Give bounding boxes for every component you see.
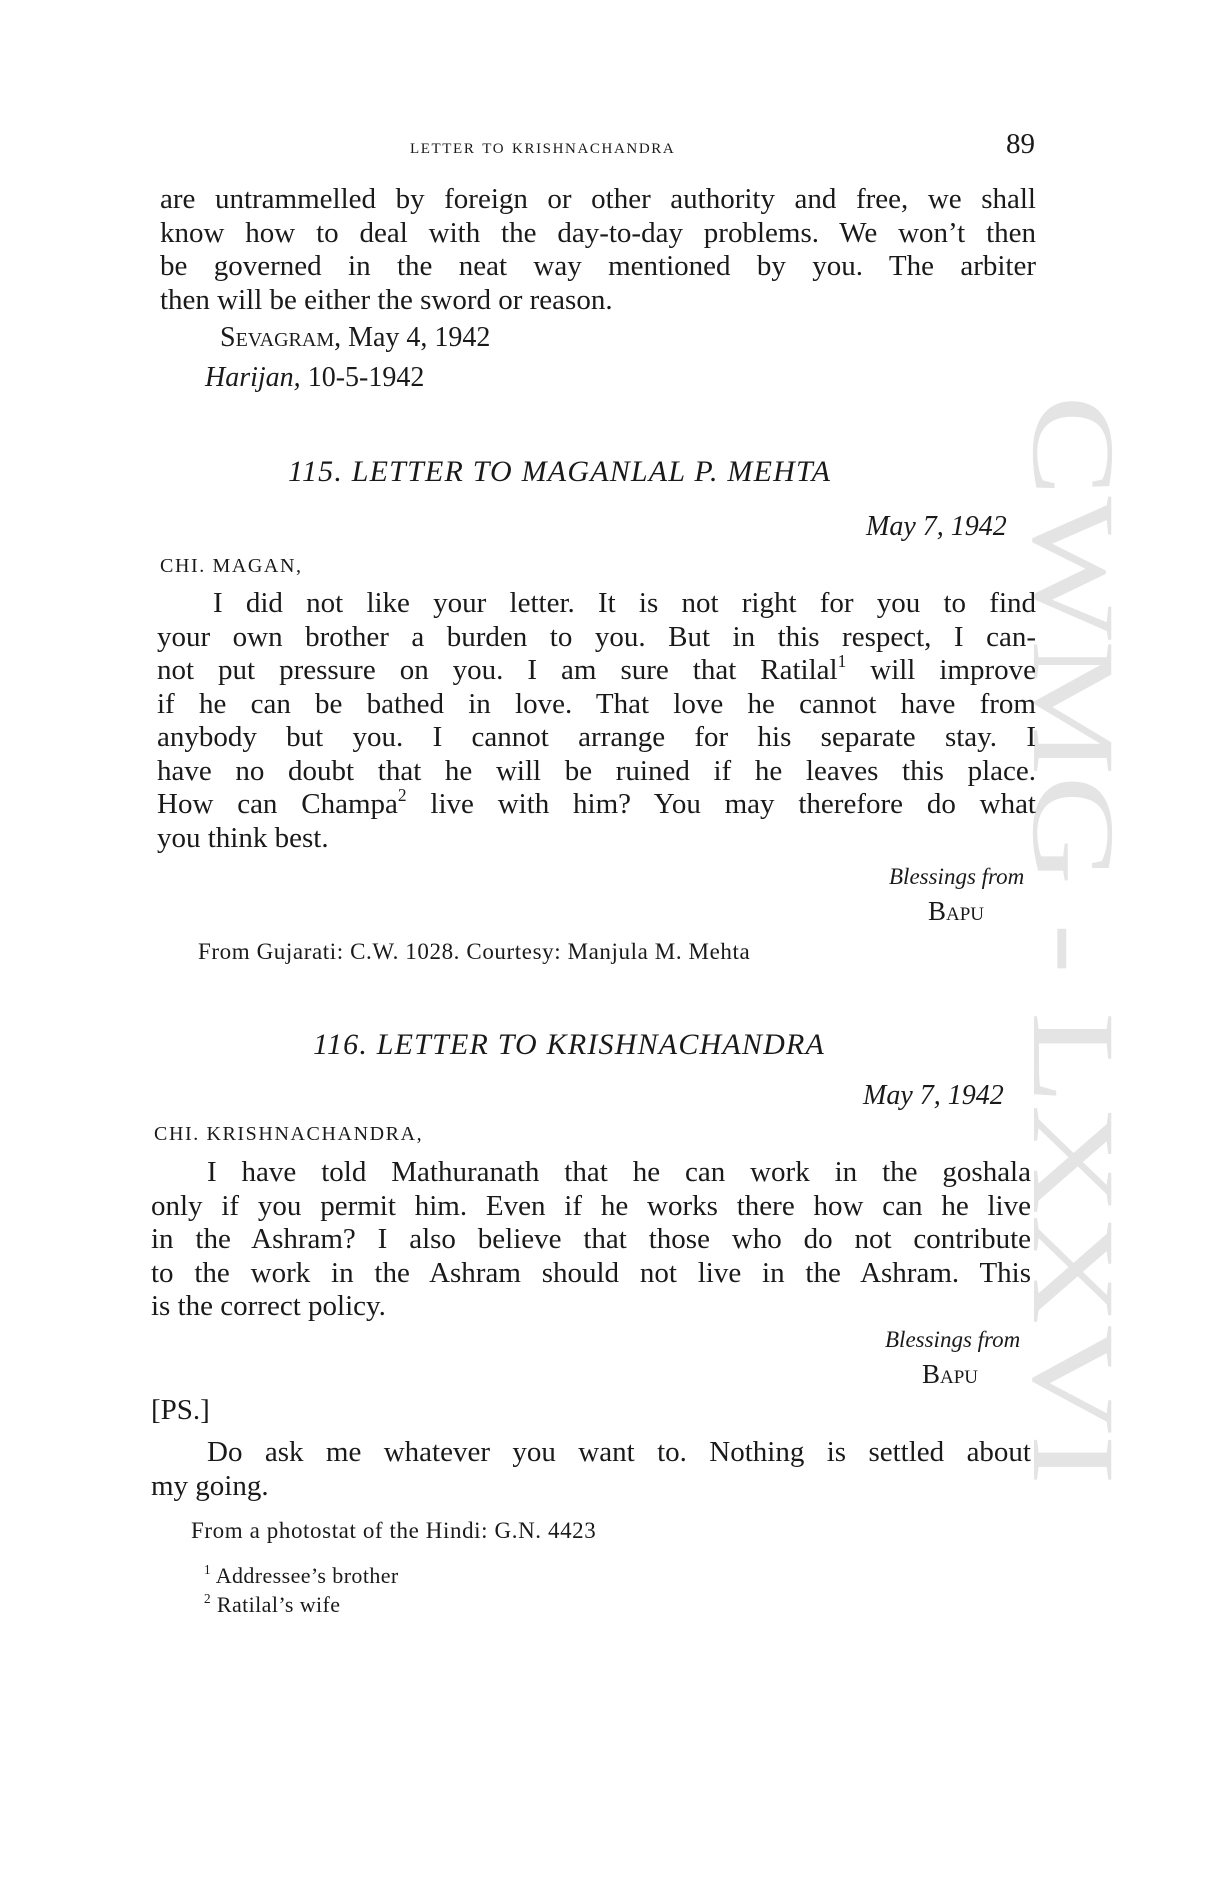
text-line: are untrammelled by foreign or other authority and free, we shall <box>160 183 1036 215</box>
text-line: only if you permit him. Even if he works there how can he live <box>151 1189 1031 1222</box>
publication-date: 10-5-1942 <box>307 362 425 393</box>
ps-label: [PS.] <box>151 1394 210 1426</box>
footnote-mark: 2 <box>204 1590 211 1606</box>
footnote-ref-2: 2 <box>397 784 407 805</box>
text-line: you think best. <box>157 821 329 854</box>
letter-115-source: From Gujarati: C.W. 1028. Courtesy: Manjula M. Mehta <box>198 939 751 964</box>
dateline <box>220 322 490 354</box>
footnote-text: Addressee’s brother <box>215 1563 399 1588</box>
footnote-text: Ratilal’s wife <box>216 1592 341 1617</box>
letter-115-body <box>157 587 1036 855</box>
text-line: not put pressure on you. I am sure that Ratilal$^1$ will improve <box>157 650 1036 686</box>
watermark-text: CWMG - LXXVI <box>1008 395 1139 1241</box>
footnote-ref-1: 1 <box>837 650 847 671</box>
text-line: then will be either the sword or reason. <box>160 283 613 316</box>
letter-116-date: May 7, 1942 <box>863 1080 1004 1111</box>
text-line: be governed in the neat way mentioned by you. The arbiter <box>160 250 1036 282</box>
publication-name: Harijan, <box>205 362 301 393</box>
postscript-body <box>151 1436 1031 1503</box>
letter-115-salutation: CHI. MAGAN, <box>160 555 303 577</box>
text-line: know how to deal with the day-to-day problems. We won’t then <box>160 216 1036 249</box>
page-number: 89 <box>1006 128 1035 160</box>
text-line: is the correct policy. <box>151 1290 386 1322</box>
footnote-2 <box>204 1592 340 1618</box>
publication-source <box>205 362 424 394</box>
letter-115-date: May 7, 1942 <box>866 511 1007 542</box>
text-line: have no doubt that he will be ruined if he leaves this place. <box>157 754 1036 787</box>
footnote-mark: 1 <box>204 1561 211 1577</box>
text-line: How can Champa$^2$ live with him? You may therefore do what <box>157 784 1036 820</box>
letter-116-source: From a photostat of the Hindi: G.N. 4423 <box>191 1518 597 1543</box>
text-line: anybody but you. I cannot arrange for his separate stay. I <box>157 721 1036 753</box>
text-line: if he can be bathed in love. That love he cannot have from <box>157 687 1036 720</box>
letter-116-salutation: CHI. KRISHNACHANDRA, <box>154 1123 424 1145</box>
footnote-1 <box>204 1563 399 1589</box>
text-line: I have told Mathuranath that he can work in the goshala <box>207 1156 1031 1188</box>
text-line: I did not like your letter. It is not right for you to find <box>213 587 1036 619</box>
letter-116-signature: Bapu <box>922 1359 979 1389</box>
letter-116-body <box>151 1156 1031 1324</box>
text-line: in the Ashram? I also believe that those who do not contribute <box>151 1223 1031 1255</box>
text-line: Do ask me whatever you want to. Nothing is settled about <box>207 1436 1031 1468</box>
letter-116-heading: 116. LETTER TO KRISHNACHANDRA <box>313 1028 826 1061</box>
letter-115-closing: Blessings from <box>889 864 1025 889</box>
place-name: Sevagram, <box>220 322 342 353</box>
continuation-paragraph <box>160 183 1036 317</box>
letter-116-closing: Blessings from <box>885 1327 1021 1352</box>
letter-115-signature: Bapu <box>928 896 985 926</box>
text-line: my going. <box>151 1469 269 1502</box>
text-line: your own brother a burden to you. But in this respect, I can- <box>157 620 1036 653</box>
place-date: May 4, 1942 <box>348 322 491 353</box>
text-line: to the work in the Ashram should not live in the Ashram. This <box>151 1256 1031 1289</box>
letter-115-heading: 115. LETTER TO MAGANLAL P. MEHTA <box>288 455 832 488</box>
running-head-title: letter to krishnachandra <box>410 134 676 158</box>
